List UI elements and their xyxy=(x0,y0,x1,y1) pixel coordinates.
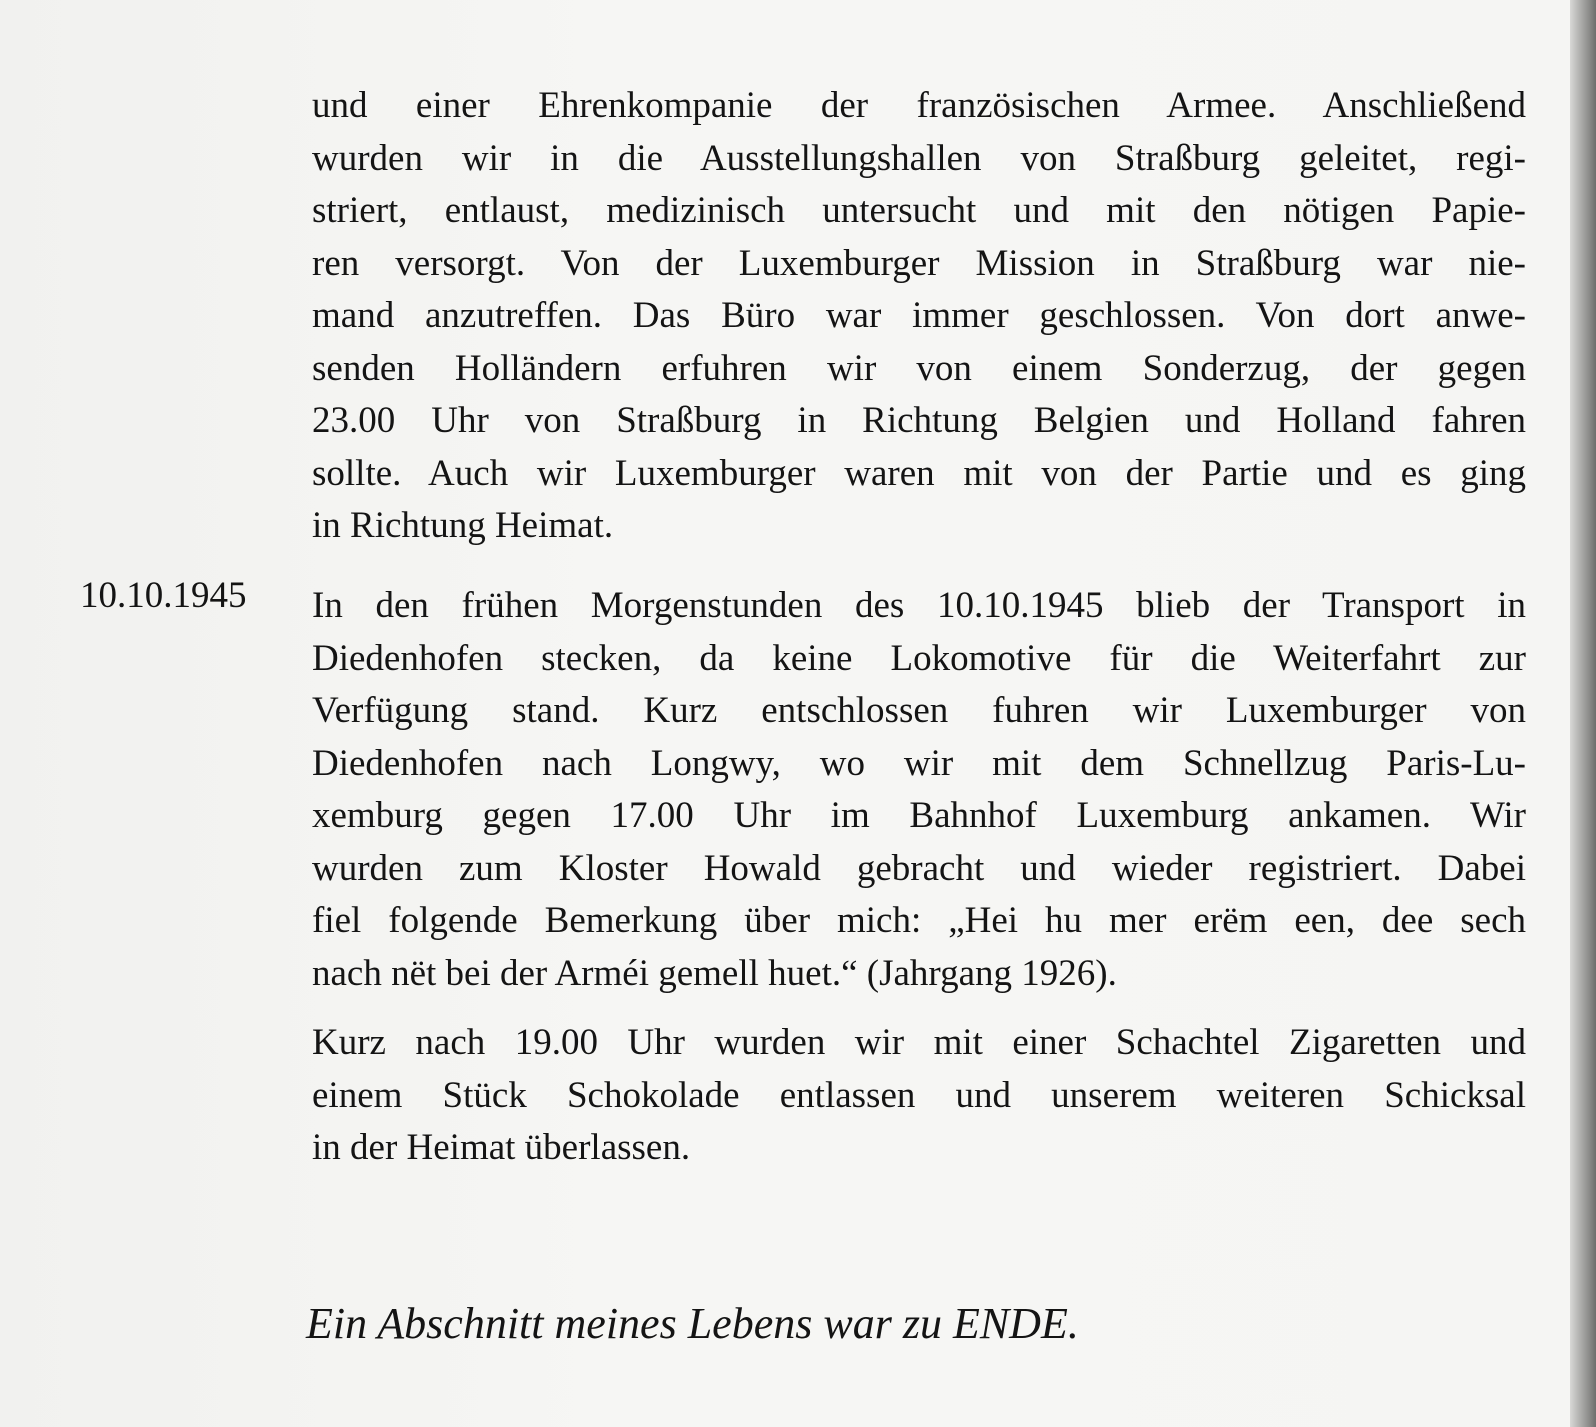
text-line: nach nët bei der Arméi gemell huet.“ (Jahrgang 1926). xyxy=(312,952,1117,994)
text-line: In den frühen Morgenstunden des 10.10.1945 blieb der Transport in xyxy=(312,585,1526,626)
text-line: wurden zum Kloster Howald gebracht und wieder registriert. Dabei xyxy=(312,847,1526,889)
entry-date: 10.10.1945 xyxy=(80,575,247,616)
text-line: fiel folgende Bemerkung über mich: „Hei hu mer erëm een, dee sech xyxy=(312,900,1526,941)
text-line: ren versorgt. Von der Luxemburger Mission in Straßburg war nie- xyxy=(312,242,1526,284)
text-line: Kurz nach 19.00 Uhr wurden wir mit einer Schachtel Zigaretten und xyxy=(312,1022,1526,1063)
text-line: Diedenhofen stecken, da keine Lokomotive für die Weiterfahrt zur xyxy=(312,637,1526,679)
text-line: mand anzutreffen. Das Büro war immer geschlossen. Von dort anwe- xyxy=(312,295,1526,336)
text-line: 23.00 Uhr von Straßburg in Richtung Belgien und Holland fahren xyxy=(312,400,1526,441)
text-line: Verfügung stand. Kurz entschlossen fuhren wir Luxemburger von xyxy=(312,690,1526,731)
closing-line: Ein Abschnitt meines Lebens war zu ENDE. xyxy=(306,1299,1079,1348)
text-line: striert, entlaust, medizinisch untersucht und mit den nötigen Papie- xyxy=(312,190,1526,231)
text-line: senden Holländern erfuhren wir von einem Sonderzug, der gegen xyxy=(312,347,1526,389)
text-line: sollte. Auch wir Luxemburger waren mit von der Partie und es ging xyxy=(312,452,1526,494)
text-line: in Richtung Heimat. xyxy=(312,505,614,546)
page-edge-shadow xyxy=(1570,0,1596,1427)
text-line: xemburg gegen 17.00 Uhr im Bahnhof Luxemburg ankamen. Wir xyxy=(312,795,1526,836)
text-line: in der Heimat überlassen. xyxy=(312,1127,691,1168)
text-line: Diedenhofen nach Longwy, wo wir mit dem Schnellzug Paris-Lu- xyxy=(312,742,1526,784)
text-line: einem Stück Schokolade entlassen und unserem weiteren Schicksal xyxy=(312,1074,1526,1116)
text-line: wurden wir in die Ausstellungshallen von Straßburg geleitet, regi- xyxy=(312,137,1526,179)
text-line: und einer Ehrenkompanie der französischen Armee. Anschließend xyxy=(312,85,1526,126)
